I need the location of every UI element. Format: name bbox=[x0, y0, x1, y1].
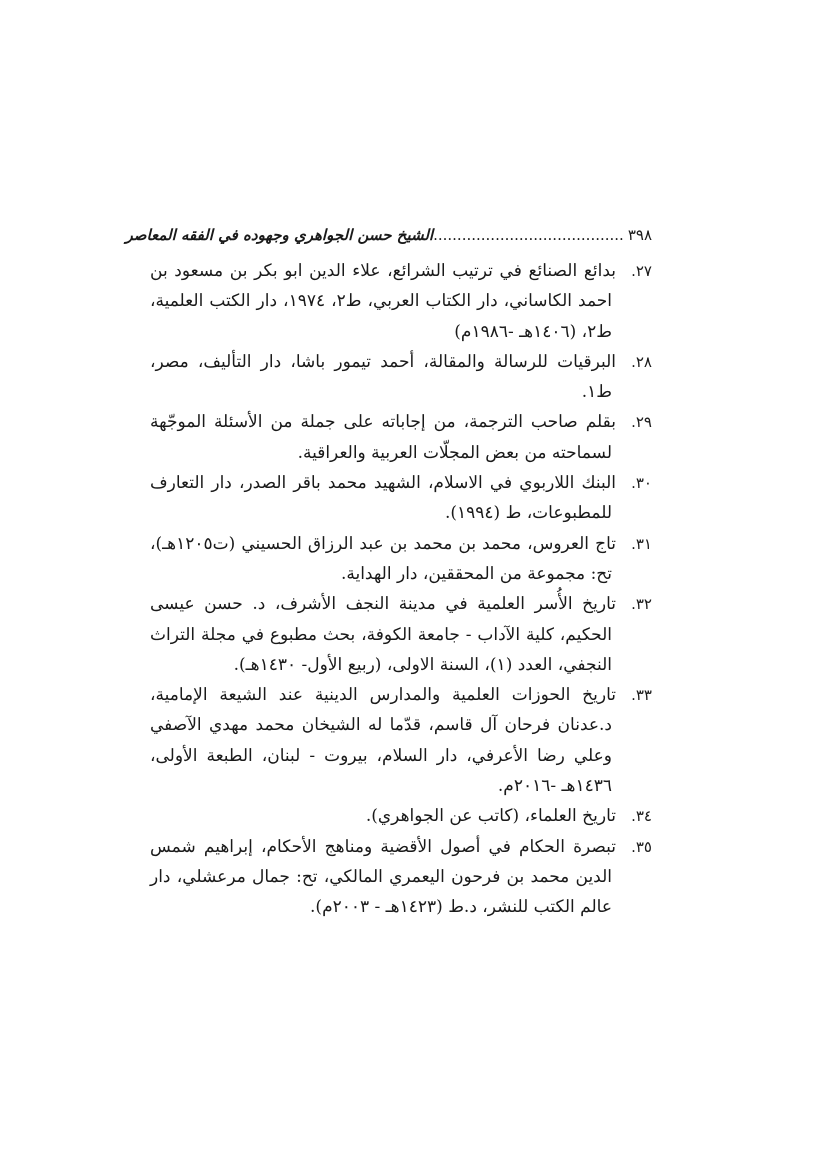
entry-text: البنك اللاربوي في الاسلام، الشهيد محمد باقر الصدر، دار التعارف للمطبوعات، ط (١٩٩٤). bbox=[150, 473, 616, 524]
running-title: الشيخ حسن الجواهري وجهوده في الفقه المعاصر bbox=[125, 226, 434, 244]
bibliography-entry bbox=[150, 589, 652, 680]
entry-number: ٢٩. bbox=[631, 413, 652, 432]
entry-number: ٣٠. bbox=[631, 474, 652, 493]
bibliography-entry bbox=[150, 347, 652, 408]
entry-text: بدائع الصنائع في ترتيب الشرائع، علاء الدين ابو بكر بن مسعود بن احمد الكاساني، دار الكتاب العربي، ط٢، ١٩٧٤، دار الكتب العلمية، ط٢، (١٤٠٦هـ -١٩٨٦م) bbox=[150, 261, 616, 342]
entry-number: ٣٢. bbox=[631, 595, 652, 614]
bibliography-entry bbox=[150, 407, 652, 468]
entry-number: ٢٨. bbox=[631, 352, 652, 371]
running-header bbox=[125, 222, 652, 248]
bibliography-entry bbox=[150, 832, 652, 923]
bibliography-entry bbox=[150, 529, 652, 590]
header-dots: ........................................ bbox=[433, 226, 624, 244]
entry-text: تاج العروس، محمد بن محمد بن عبد الرزاق الحسيني (ت١٢٠٥هـ)، تح: مجموعة من المحققين، دار الهداية. bbox=[150, 533, 616, 584]
entry-text: تاريخ العلماء، (كاتب عن الجواهري). bbox=[365, 806, 616, 827]
entry-number: ٣١. bbox=[631, 534, 652, 553]
entry-text: بقلم صاحب الترجمة، من إجاباته على جملة من الأسئلة الموجّهة لسماحته من بعض المجلّات العربية والعراقية. bbox=[150, 412, 616, 463]
bibliography-list bbox=[150, 256, 652, 923]
entry-text: البرقيات للرسالة والمقالة، أحمد تيمور باشا، دار التأليف، مصر، ط١. bbox=[150, 351, 616, 403]
entry-text: تاريخ الحوزات العلمية والمدارس الدينية عند الشيعة الإمامية، د.عدنان فرحان آل قاسم، قدّما له الشيخان محمد مهدي الآصفي وعلي رضا الأعرفي، دار السلام، بيروت - لبنان، الطبعة الأولى، ١٤٣٦هـ -٢٠١٦م. bbox=[150, 685, 616, 797]
entry-text: تبصرة الحكام في أصول الأقضية ومناهج الأحكام، إبراهيم شمس الدين محمد بن فرحون اليعمري المالكي، تح: جمال مرعشلي، دار عالم الكتب للنشر، د.ط (١٤٢٣هـ - ٢٠٠٣م). bbox=[150, 836, 616, 918]
entry-number: ٣٥. bbox=[631, 837, 652, 856]
bibliography-entry bbox=[150, 256, 652, 347]
bibliography-entry bbox=[150, 468, 652, 529]
entry-number: ٣٤. bbox=[631, 807, 652, 826]
entry-number: ٢٧. bbox=[631, 262, 652, 280]
entry-number: ٣٣. bbox=[631, 686, 652, 705]
entry-text: تاريخ الأُسر العلمية في مدينة النجف الأشرف، د. حسن عيسى الحكيم، كلية الآداب - جامعة الكوفة، بحث مطبوع في مجلة التراث النجفي، العدد (١)، السنة الاولى، (ربيع الأول- ١٤٣٠هـ). bbox=[150, 594, 616, 675]
bibliography-entry bbox=[150, 680, 652, 801]
bibliography-entry bbox=[150, 801, 652, 831]
page-number: ٣٩٨ bbox=[627, 226, 652, 244]
